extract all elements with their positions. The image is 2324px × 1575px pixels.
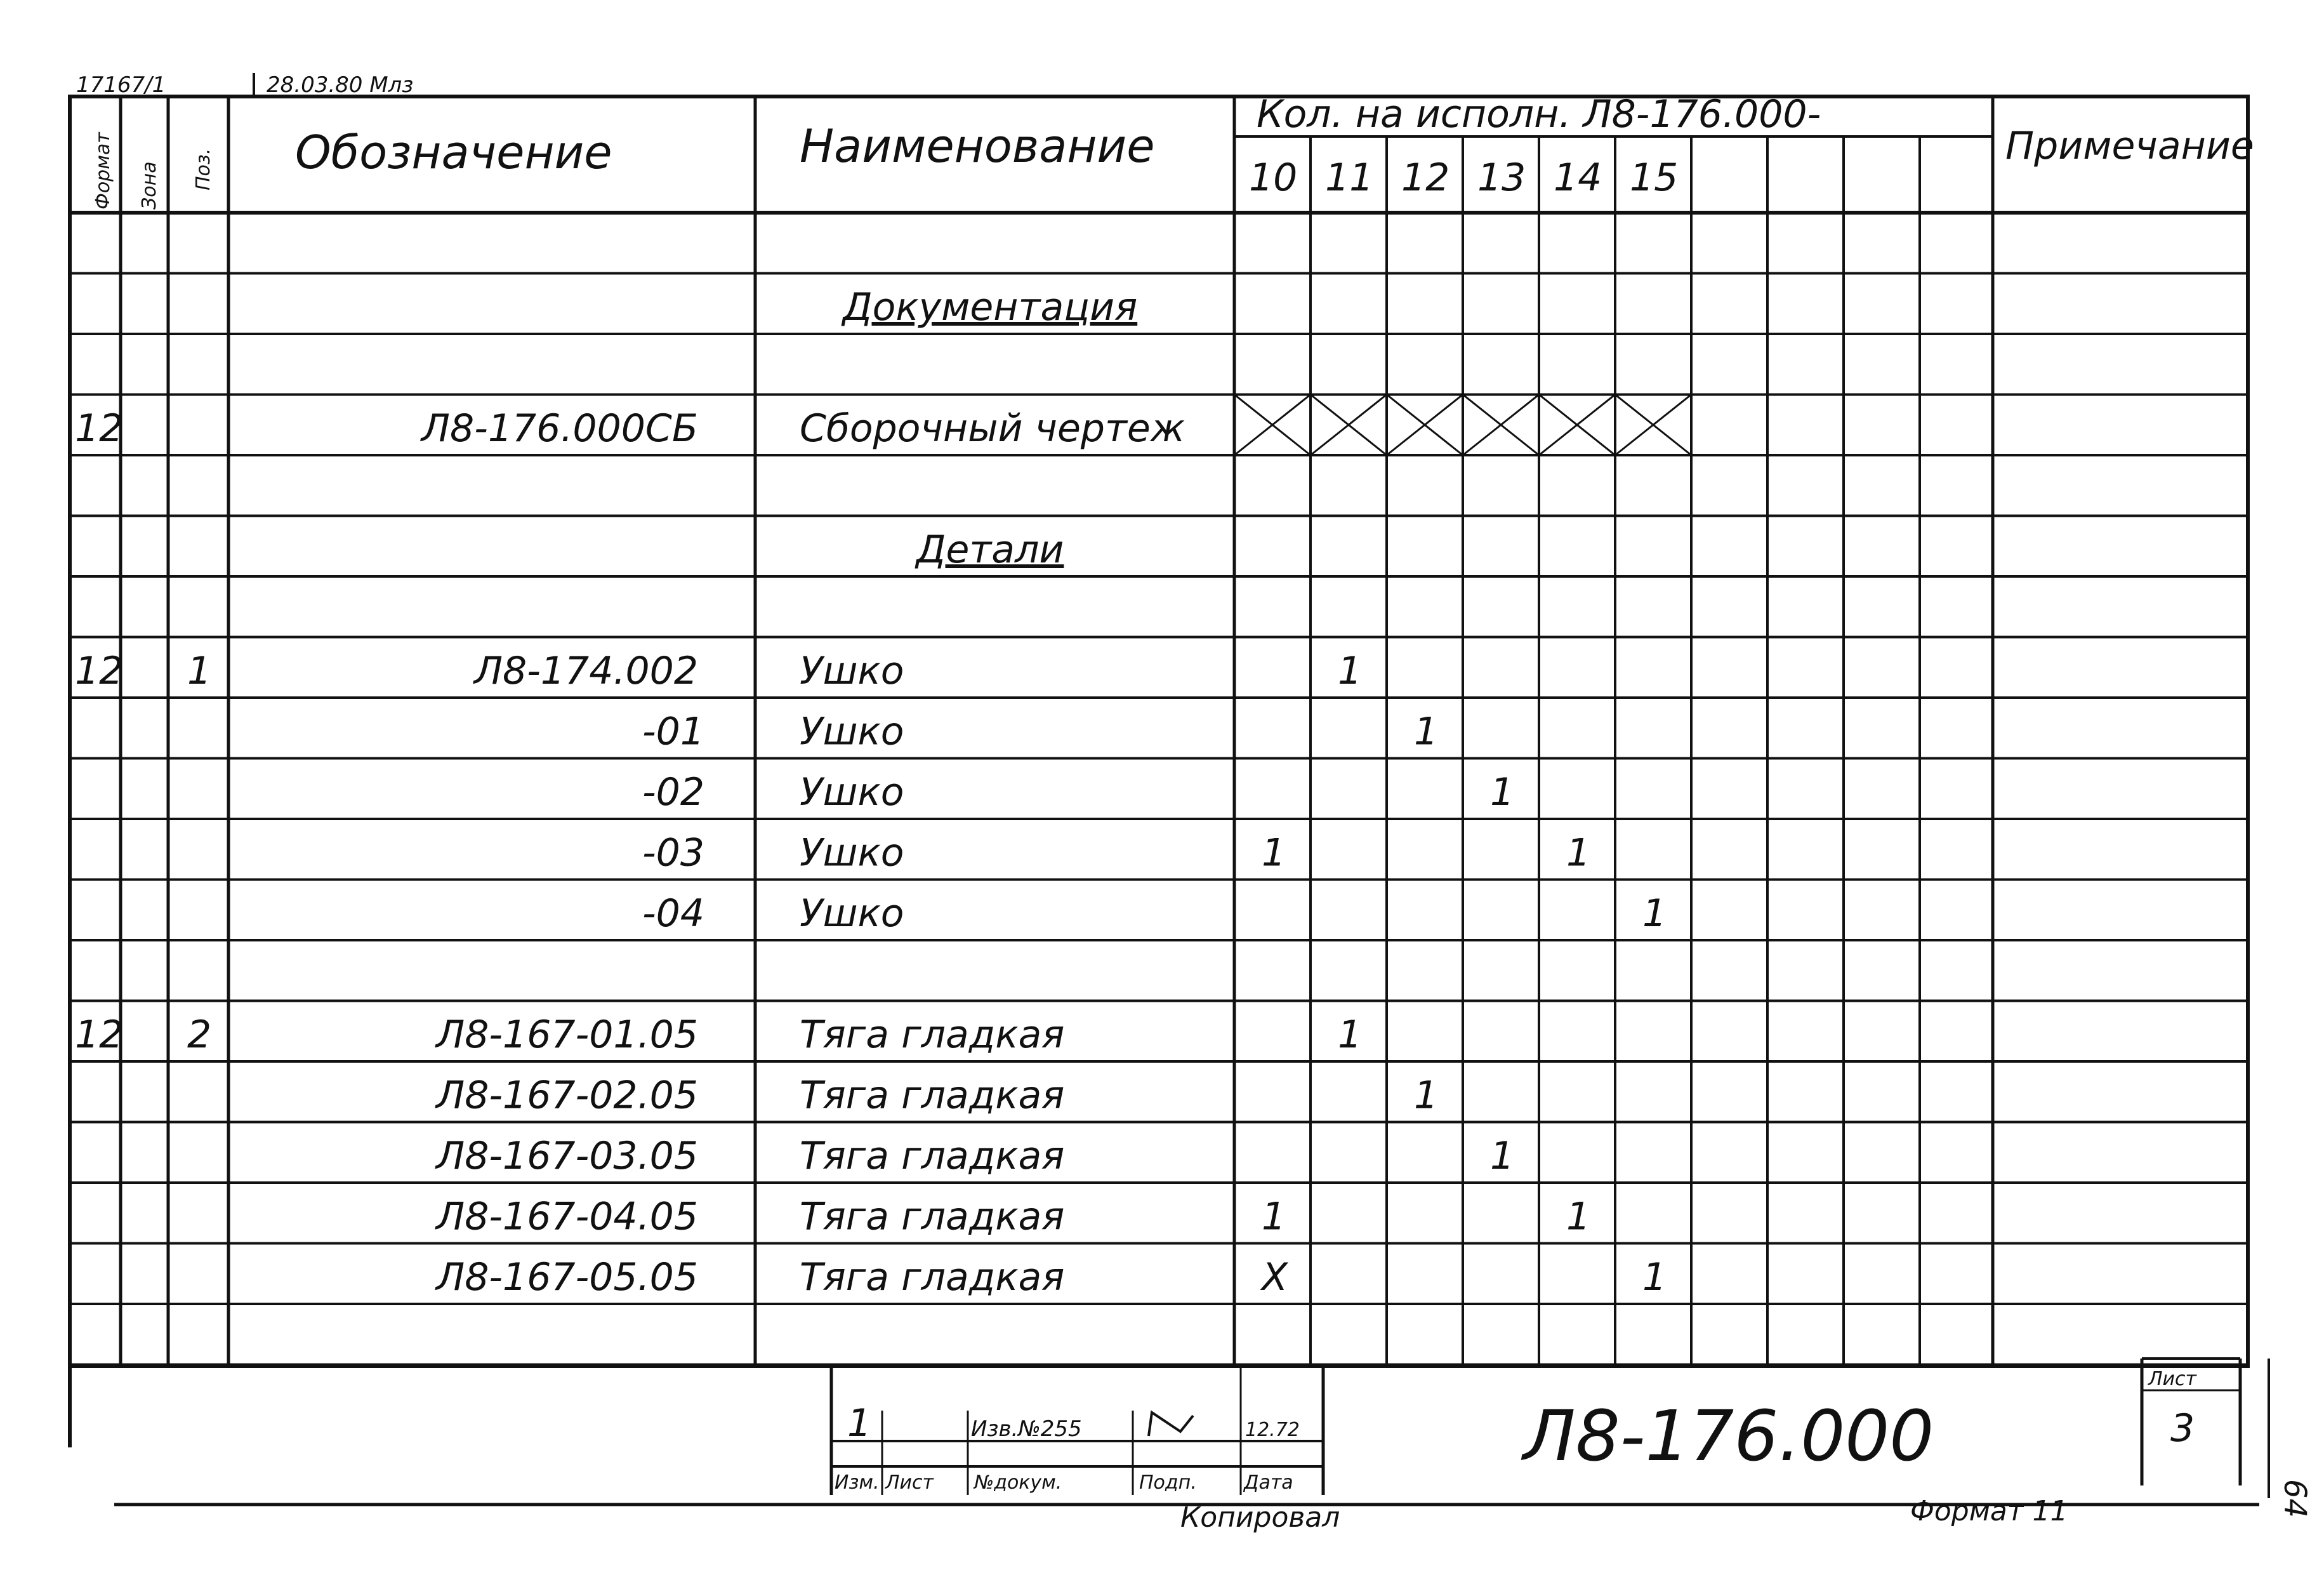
top-note	[70, 72, 539, 98]
header-variant-15: 15	[1630, 156, 1679, 200]
row-designation: -04	[642, 891, 704, 936]
table-row	[642, 831, 1590, 875]
row-format: 12	[75, 649, 124, 693]
side-page-number: 64	[2277, 1479, 2313, 1519]
crossed-cell	[1234, 395, 1311, 456]
row-name: Ушко	[800, 891, 904, 936]
table-row	[435, 1134, 1514, 1178]
header-name: Наименование	[800, 119, 1155, 173]
header-variant-10: 10	[1249, 156, 1298, 200]
row-format: 12	[75, 1013, 124, 1057]
row-qty-15: 1	[1642, 1255, 1667, 1299]
row-qty-10: 1	[1262, 1194, 1286, 1239]
row-qty-15: 1	[1642, 891, 1667, 936]
label-list: Лист	[885, 1472, 934, 1494]
table-row	[914, 528, 1064, 572]
section-heading: Детали	[916, 528, 1064, 572]
change-document: Изв.№255	[971, 1416, 1082, 1442]
crossed-cell	[1387, 395, 1463, 456]
header-variant-11: 11	[1325, 156, 1374, 200]
table-row	[75, 406, 1185, 451]
document-number: Л8-176.000	[1523, 1395, 1934, 1477]
table-row	[642, 770, 1514, 814]
section-heading: Документация	[842, 285, 1138, 329]
row-qty-14: 1	[1566, 830, 1591, 875]
header-designation: Обозначение	[295, 126, 612, 179]
table-row	[435, 1073, 1438, 1118]
row-designation: -02	[642, 770, 704, 814]
row-qty-10: X	[1262, 1255, 1288, 1299]
format-label: Формат 11	[1910, 1495, 2068, 1527]
header-position: Поз.	[192, 148, 215, 190]
table-row	[841, 285, 1137, 329]
row-qty-13: 1	[1490, 1134, 1515, 1178]
row-qty-14: 1	[1566, 1194, 1591, 1239]
crossed-cell	[1615, 395, 1691, 456]
row-qty-10: 1	[1262, 830, 1286, 875]
row-qty-12: 1	[1414, 709, 1439, 754]
row-name: Сборочный чертеж	[800, 406, 1185, 451]
row-designation: -01	[642, 709, 704, 754]
crossed-cell	[1539, 395, 1615, 456]
row-name: Тяга гладкая	[800, 1073, 1065, 1118]
row-designation: Л8-176.000СБ	[421, 406, 698, 451]
change-number: 1	[847, 1401, 872, 1445]
title-block	[70, 1359, 2259, 1505]
row-designation: Л8-174.002	[473, 649, 698, 693]
row-position: 2	[187, 1013, 212, 1057]
row-designation: Л8-167-02.05	[436, 1073, 698, 1118]
row-name: Тяга гладкая	[800, 1194, 1065, 1239]
header-format: Формат	[92, 132, 114, 209]
row-qty-11: 1	[1338, 649, 1363, 693]
archive-number: 17167/1	[76, 72, 166, 98]
label-doc-number: №докум.	[974, 1472, 1062, 1494]
row-designation: -03	[642, 830, 704, 875]
table-row	[75, 649, 1362, 693]
crossed-cell	[1463, 395, 1539, 456]
label-date: Дата	[1244, 1472, 1293, 1494]
table-row	[435, 1195, 1590, 1239]
header-variant-13: 13	[1477, 156, 1526, 200]
copied-by-label: Копировал	[1180, 1501, 1340, 1534]
row-name: Тяга гладкая	[800, 1013, 1065, 1057]
header-note: Примечание	[2005, 124, 2254, 168]
signature-mark	[1149, 1412, 1193, 1436]
table-row	[435, 1255, 1667, 1299]
row-format: 12	[75, 406, 124, 451]
row-position: 1	[187, 649, 212, 693]
row-name: Ушко	[800, 770, 904, 814]
row-name: Тяга гладкая	[800, 1255, 1065, 1299]
spec-table-grid	[70, 96, 2248, 1366]
label-signature: Подп.	[1139, 1472, 1197, 1494]
table-row	[642, 710, 1438, 754]
row-designation: Л8-167-03.05	[436, 1134, 698, 1178]
change-date: 12.72	[1245, 1419, 1300, 1441]
table-body	[75, 285, 1667, 1299]
row-qty-13: 1	[1490, 770, 1515, 814]
header-qty-title: Кол. на исполн. Л8-176.000-	[1257, 92, 1821, 136]
row-name: Ушко	[800, 830, 904, 875]
table-header	[92, 92, 2254, 209]
archive-date-sign: 28.03.80 Млз	[267, 72, 414, 98]
table-row	[75, 1013, 1362, 1057]
row-qty-11: 1	[1338, 1013, 1363, 1057]
sheet-number: 3	[2170, 1406, 2195, 1451]
header-zone: Зона	[138, 161, 161, 209]
crossed-cell	[1311, 395, 1387, 456]
row-name: Тяга гладкая	[800, 1134, 1065, 1178]
sheet-label: Лист	[2148, 1368, 2197, 1390]
row-designation: Л8-167-04.05	[436, 1194, 698, 1239]
table-row	[642, 891, 1667, 936]
row-qty-12: 1	[1414, 1073, 1439, 1118]
label-izm: Изм.	[835, 1472, 880, 1494]
row-name: Ушко	[800, 649, 904, 693]
row-designation: Л8-167-01.05	[436, 1013, 698, 1057]
row-designation: Л8-167-05.05	[436, 1255, 698, 1299]
row-name: Ушко	[800, 709, 904, 754]
header-variant-14: 14	[1554, 156, 1602, 200]
header-variant-12: 12	[1401, 156, 1450, 200]
